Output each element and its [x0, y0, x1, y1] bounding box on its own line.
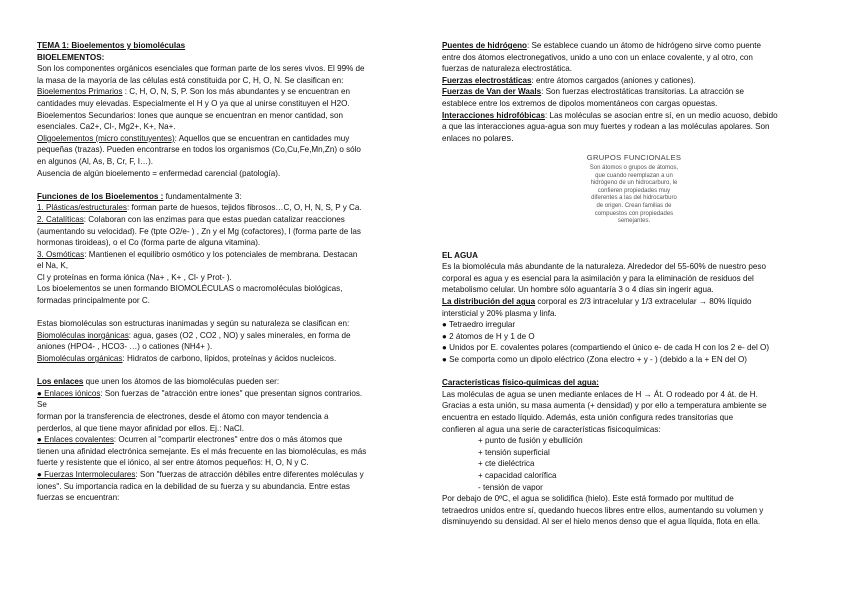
covalentes-label: ● Enlaces covalentes — [37, 435, 114, 445]
vdw-line — [442, 86, 812, 98]
oligo-text: : Aquellos que se encuentran en cantidades muy — [174, 133, 350, 143]
funcion-1-label: 1. Plásticas/estructurales — [37, 203, 127, 213]
intermoleculares-text: : Son "fuerzas de atracción débiles entre diferentes moléculas y — [135, 469, 364, 479]
propiedad-3: + cte dieléctrica — [478, 459, 535, 469]
grupos-line-5: diferentes a las del hidrocarburo — [591, 195, 677, 202]
primarios-line-2: cantidades muy elevadas. Especialmente el H y O ya que al unirse constituyen el H2O. — [37, 98, 350, 108]
inorganicas-line-2: aniones (HPO4- , HCO3- …) o cationes (NH4+ ). — [37, 342, 213, 352]
ionicos-line-3: forman por la transferencia de electrones, desde el átomo con mayor tendencia a — [37, 412, 329, 421]
caracteristicas-line-3: encuentra en estado líquido. Además, esta unión configura redes transitorias que — [442, 413, 734, 422]
organicas-line — [37, 353, 413, 365]
primarios-label: Bioelementos Primarios — [37, 87, 123, 97]
grupos-line-1: Son átomos o grupos de átomos, — [589, 164, 679, 171]
funciones-text: fundamentalmente 3: — [163, 191, 242, 201]
right-column — [442, 40, 812, 528]
vdw-line-2: establece entre los extremos de dipolos momentáneos con cargas opuestas. — [442, 98, 718, 108]
covalentes-line-3: fuerte y resistente que el iónico, al ser entre átomos pequeños: H, O, N y C. — [37, 458, 309, 468]
electrostaticas-label: Fuerzas electrostáticas — [442, 75, 532, 85]
propiedad-4: + capacidad calorífica — [478, 470, 557, 480]
biomoleculas-line: Estas biomoléculas son estructuras inanimadas y según su naturaleza se clasifican en: — [37, 319, 350, 329]
funcion-3-line-3: Cl y proteínas en forma iónica (Na+ , K+ , Cl- y Prot- ). — [37, 272, 232, 282]
distribucion-line-2: intersticial y 20% plasma y linfa. — [442, 308, 557, 318]
funcion-2-line-3: hormonas tiroideas), o el Co (forma parte de alguna vitamina). — [37, 238, 261, 248]
grupos-line-3: hidrógeno de un hidrocarburo, le — [590, 180, 678, 187]
inorganicas-label: Biomoléculas inorgánicas — [37, 330, 129, 340]
grupos-line-7: compuestos con propiedades — [594, 210, 674, 217]
doc-title: TEMA 1: Bioelementos y biomoléculas — [37, 41, 186, 50]
oligo-label: Oligoelementos (micro constituyentes) — [37, 133, 175, 143]
primarios-text: : C, H, O, N, S, P. Son los más abundantes y se encuentran en — [122, 87, 350, 97]
hidrogeno-line-2: entre dos átomos electronegativos, unido a uno con un enlace covalente, y al otro, con — [442, 52, 753, 62]
electrostaticas-text: : entre átomos cargados (aniones y cationes). — [531, 75, 696, 85]
caracteristicas-line-2: Gracias a esta unión, su masa aumenta (+ densidad) y por ello a temperatura ambiente se — [442, 401, 767, 411]
intermoleculares-label: ● Fuerzas Intermoleculares — [37, 469, 136, 479]
funcion-2-label: 2. Catalíticas — [37, 214, 84, 224]
hielo-line-1: Por debajo de 0ºC, el agua se solidifica (hielo). Este está formado por multitud de — [442, 494, 734, 504]
hidrofobicas-line-2: a que las interacciones agua-agua son muy fuertes y rodean a las moléculas apolares. Son — [442, 122, 770, 132]
funciones-line — [37, 191, 413, 203]
agua-line-1: Es la biomolécula más abundante de la naturaleza. Alrededor del 55-60% de nuestro peso — [442, 262, 766, 272]
grupos-line-2: que cuando reemplazan a un — [595, 172, 673, 179]
hidrogeno-line-3: fuerzas de naturaleza electrostática. — [442, 64, 573, 74]
ionicos-line-4: perderlos, al que tiene mayor afinidad por ellos. Ej.: NaCl. — [37, 423, 244, 433]
caracteristicas-line-4: confieren al agua una serie de características fisicoquímicas: — [442, 424, 661, 434]
hielo-line-2: tetraedros unidos entre sí, quedando huecos libres entre ellos, aumentando su volumen y — [442, 505, 764, 515]
hidrofobicas-line-3 — [442, 133, 812, 145]
ionicos-line — [37, 388, 413, 400]
agua-line-2: corporal es agua y es esencial para la asimilación y para la eliminación de residuos del — [442, 273, 754, 283]
enlaces-line — [37, 376, 413, 388]
grupos-line-4: confieren propiedades muy — [597, 187, 671, 194]
hielo-line-3: disminuyendo su densidad. Al ser el hielo menos denso que el agua líquida, flota en ella. — [442, 517, 761, 527]
bullet-2: ● 2 átomos de H y 1 de O — [442, 331, 535, 341]
primarios-line — [37, 86, 413, 98]
hidrogeno-label: Puentes de hidrógeno — [442, 41, 527, 50]
oligo-line-2: pequeñas (trazas). Pueden encontrarse en todos los organismos (Co,Cu,Fe,Mn,Zn) o sólo — [37, 145, 361, 155]
hidrofobicas-line — [442, 110, 812, 122]
agua-heading: EL AGUA — [442, 250, 478, 260]
hidrogeno-line — [442, 40, 812, 52]
oligo-line-3: en algunos (Al, As, B, Cr, F, I…). — [37, 156, 154, 166]
ionicos-text: : Son fuerzas de "atracción entre iones" que presentan signos contrarios. — [100, 388, 363, 398]
bullet-3: ● Unidos por E. covalentes polares (compartiendo el único e- de cada H con los 2 e- del O) — [442, 343, 770, 353]
funcion-3-line-2: el Na, K, — [37, 261, 69, 271]
covalentes-line — [37, 434, 413, 446]
bullet-4: ● Se comporta como un dipolo eléctrico (Zona electro + y - ) (debido a la + EN del O) — [442, 355, 747, 365]
bullet-1: ● Tetraedro irregular — [442, 320, 516, 330]
covalentes-text: : Ocurren al "compartir electrones" entre dos o más átomos que — [113, 435, 343, 445]
funcion-3-line-5: formadas principalmente por C. — [37, 296, 150, 306]
distribucion-text: corporal es 2/3 intracelular y 1/3 extracelular → 80% líquido — [535, 297, 752, 307]
organicas-label: Biomoléculas orgánicas — [37, 354, 123, 364]
enlaces-text: que unen los átomos de las biomoléculas pueden ser: — [83, 377, 280, 387]
intermoleculares-line-3: fuerzas se encuentran: — [37, 493, 120, 503]
hidrogeno-text: : Se establece cuando un átomo de hidrógeno sirve como puente — [527, 41, 761, 50]
grupos-funcionales-box — [570, 154, 698, 225]
hidrofobicas-text-3b: es. — [501, 132, 514, 143]
funcion-1-line — [37, 202, 413, 214]
enlaces-label: Los enlaces — [37, 377, 84, 387]
propiedad-2: + tensión superficial — [478, 447, 550, 457]
funcion-3-line — [37, 249, 413, 261]
funcion-3-text: : Mantienen el equilibrio osmótico y los potenciales de membrana. Destacan — [84, 249, 358, 259]
caracteristicas-line-1: Las moléculas de agua se unen mediante enlaces de H → Át. O rodeado por 4 át. de H. — [442, 389, 758, 399]
funcion-1-text: : forman parte de huesos, tejidos fibrosos…C, O, H, N, S, P y Ca. — [126, 203, 362, 213]
grupos-funcionales-title: GRUPOS FUNCIONALES — [586, 153, 682, 163]
grupos-line-8: semejantes. — [617, 218, 651, 225]
propiedad-1: + punto de fusión y ebullición — [478, 436, 583, 446]
hidrofobicas-text: : Las moléculas se asocian entre sí, en un medio acuoso, debido — [545, 110, 778, 120]
ionicos-label: ● Enlaces iónicos — [37, 388, 101, 398]
distribucion-label: La distribución del agua — [442, 297, 536, 307]
oligo-line — [37, 133, 413, 145]
hidrofobicas-label: Interacciones hidrofóbicas — [442, 110, 545, 120]
funcion-2-line — [37, 214, 413, 226]
intermoleculares-line-2: iones". Su importancia radica en la debilidad de su fuerza y su abundancia. Entre estas — [37, 481, 350, 491]
intermoleculares-line — [37, 469, 413, 481]
intro-line-1: Son los componentes orgánicos esenciales que forman parte de los seres vivos. El 99% de — [37, 64, 365, 74]
caracteristicas-heading: Características físico-químicas del agua: — [442, 378, 599, 388]
funciones-heading: Funciones de los Bioelementos : — [37, 191, 164, 201]
funcion-2-text: : Colaboran con las enzimas para que estas puedan catalizar reacciones — [83, 214, 345, 224]
grupos-line-6: de origen. Crean familias de — [596, 202, 672, 209]
electrostaticas-line — [442, 75, 812, 87]
hidrofobicas-text-3a: enlaces no polar — [442, 133, 502, 143]
funcion-3-label: 3. Osmóticas — [37, 249, 85, 259]
ionicos-line-2: Se — [37, 400, 47, 410]
agua-line-3: metabolismo celular. Un hombre sólo aguantaría 3 o 4 días sin ingerir agua. — [442, 285, 714, 295]
ausencia-line: Ausencia de algún bioelemento = enfermedad carencial (patología). — [37, 168, 281, 178]
funcion-2-line-2: (aumentando su velocidad). Fe (tpte O2/e- ) , Zn y el Mg (cofactores), I (forma parte de las — [37, 226, 361, 236]
inorganicas-text: : agua, gases (O2 , CO2 , NO) y sales minerales, en forma de — [128, 330, 351, 340]
secundarios-line-2: esenciales. Ca2+, Cl-, Mg2+, K+, Na+. — [37, 122, 176, 132]
left-column — [37, 40, 413, 504]
funcion-3-line-4: Los bioelementos se unen formando BIOMOLÉCULAS o macromoléculas biológicas, — [37, 284, 343, 294]
inorganicas-line — [37, 330, 413, 342]
distribucion-line — [442, 296, 812, 308]
organicas-text: : Hidratos de carbono, lípidos, proteínas y ácidos nucleicos. — [122, 354, 337, 364]
secundarios-line-1: Bioelementos Secundarios: Iones que aunque se encuentran en menor cantidad, son — [37, 110, 343, 120]
vdw-text: : Son fuerzas electrostáticas transitorias. La atracción se — [541, 87, 745, 97]
bioelementos-heading: BIOELEMENTOS: — [37, 52, 105, 62]
intro-line-2: la masa de la mayoría de las células está constituida por C, H, O, N. Se clasifican en: — [37, 75, 344, 85]
vdw-label: Fuerzas de Van der Waals — [442, 87, 542, 97]
propiedad-5: - tensión de vapor — [478, 482, 543, 492]
covalentes-line-2: tienen una afinidad electrónica semejante. Es el más frecuente en las biomoléculas, es más — [37, 446, 367, 456]
